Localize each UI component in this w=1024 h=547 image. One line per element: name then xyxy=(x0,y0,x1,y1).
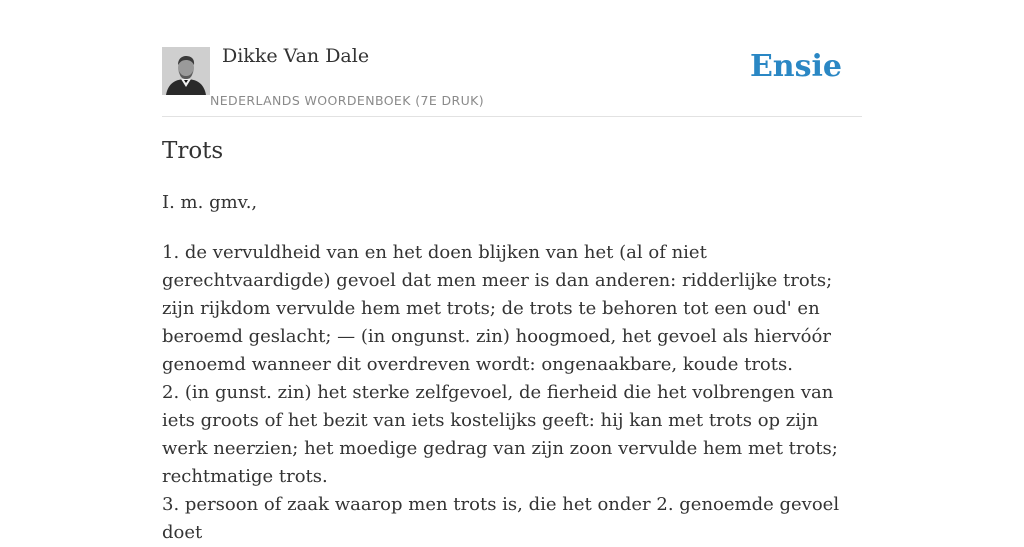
source-label[interactable]: NEDERLANDS WOORDENBOEK (7E DRUK) xyxy=(210,93,485,108)
definitions xyxy=(162,239,862,547)
entry-title: Trots xyxy=(162,138,224,164)
definition-item: 1. de vervuldheid van en het doen blijken van het (al of niet gerechtvaardigde) gevoel dat men meer is dan anderen: ridderlijke trots; zijn rijkdom vervulde hem met trots; de trots te behoren tot een oud' en beroemd geslacht; — (in ongunst. zin) hoogmoed, het gevoel als hiervóór genoemd wanneer dit overdreven wordt: ongenaakbare, koude trots. xyxy=(162,242,833,375)
author-avatar[interactable] xyxy=(162,47,210,95)
ensie-logo-link[interactable]: Ensie xyxy=(749,49,842,84)
definition-item: 3. persoon of zaak waarop men trots is, die het onder 2. genoemde gevoel doet xyxy=(162,494,840,543)
author-name[interactable]: Dikke Van Dale xyxy=(222,45,370,67)
definition-item: 2. (in gunst. zin) het sterke zelfgevoel, de fierheid die het volbrengen van iets groots of het bezit van iets kostelijks geeft: hij kan met trots op zijn werk neerzien; het moedige gedrag van zijn zoon vervulde hem met trots; rechtmatige trots. xyxy=(162,382,838,487)
entry-header xyxy=(162,0,862,117)
entry-card xyxy=(162,0,862,543)
author-portrait-icon xyxy=(162,47,210,95)
grammar-note: I. m. gmv., xyxy=(162,192,258,213)
